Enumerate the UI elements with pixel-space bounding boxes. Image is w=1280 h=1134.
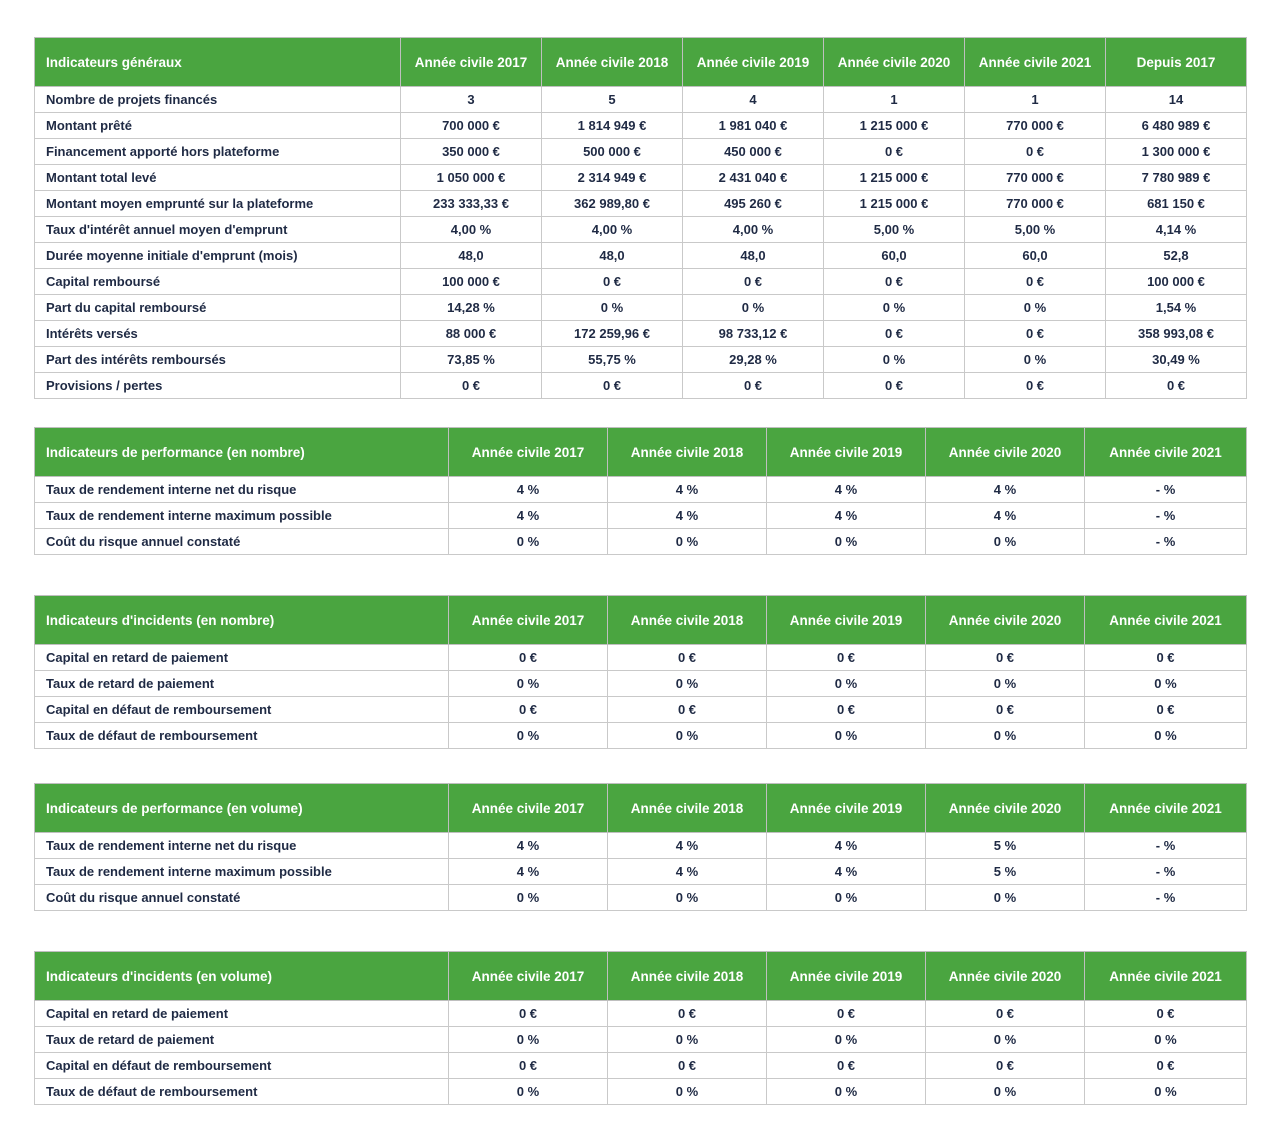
table-cell: 0 % bbox=[824, 295, 965, 321]
table-cell: 770 000 € bbox=[965, 113, 1106, 139]
table-cell: 0 € bbox=[926, 1001, 1085, 1027]
table-cell: 0 € bbox=[965, 373, 1106, 399]
table-cell: 0 € bbox=[1085, 645, 1247, 671]
table-cell: 0 € bbox=[965, 321, 1106, 347]
table-cell: 0 € bbox=[767, 697, 926, 723]
table-cell: 0 % bbox=[767, 1027, 926, 1053]
table-cell: 0 € bbox=[824, 373, 965, 399]
table-cell: 0 € bbox=[449, 1053, 608, 1079]
performance-count-table bbox=[34, 427, 1247, 555]
table-cell: 0 % bbox=[542, 295, 683, 321]
table-cell: 0 € bbox=[767, 1001, 926, 1027]
table-cell: 0 € bbox=[542, 373, 683, 399]
table-row bbox=[35, 503, 1247, 529]
header-cell: Année civile 2021 bbox=[965, 38, 1106, 87]
table-cell: 0 € bbox=[824, 321, 965, 347]
table-cell: 5 % bbox=[926, 833, 1085, 859]
table-cell: 0 % bbox=[449, 671, 608, 697]
table-cell: 1 814 949 € bbox=[542, 113, 683, 139]
table-cell: 0 % bbox=[926, 1079, 1085, 1105]
table-cell: 0 % bbox=[449, 723, 608, 749]
table-header-row bbox=[35, 952, 1247, 1001]
table-cell: 681 150 € bbox=[1106, 191, 1247, 217]
table-cell: 4 % bbox=[608, 477, 767, 503]
table-header-row bbox=[35, 38, 1247, 87]
table-row bbox=[35, 859, 1247, 885]
table-row bbox=[35, 295, 1247, 321]
table-row bbox=[35, 1001, 1247, 1027]
table-cell: 0 € bbox=[683, 373, 824, 399]
table-cell: 0 % bbox=[449, 885, 608, 911]
table-cell: 0 € bbox=[449, 697, 608, 723]
table-cell: 0 € bbox=[683, 269, 824, 295]
table-row bbox=[35, 165, 1247, 191]
table-cell: 2 431 040 € bbox=[683, 165, 824, 191]
table-cell: 100 000 € bbox=[401, 269, 542, 295]
table-row bbox=[35, 269, 1247, 295]
table-cell: 1 300 000 € bbox=[1106, 139, 1247, 165]
general-indicators-table bbox=[34, 37, 1247, 399]
table-cell: 0 € bbox=[608, 1001, 767, 1027]
table-header-row bbox=[35, 596, 1247, 645]
row-label: Capital en retard de paiement bbox=[35, 645, 449, 671]
table-cell: 5,00 % bbox=[965, 217, 1106, 243]
table-cell: 1,54 % bbox=[1106, 295, 1247, 321]
table-cell: 29,28 % bbox=[683, 347, 824, 373]
table-cell: 0 % bbox=[926, 723, 1085, 749]
header-cell: Depuis 2017 bbox=[1106, 38, 1247, 87]
table-cell: 770 000 € bbox=[965, 165, 1106, 191]
table-cell: 1 215 000 € bbox=[824, 165, 965, 191]
table-cell: 0 % bbox=[449, 529, 608, 555]
row-label: Capital en défaut de remboursement bbox=[35, 1053, 449, 1079]
table-cell: 4 % bbox=[767, 859, 926, 885]
row-label: Capital en retard de paiement bbox=[35, 1001, 449, 1027]
header-cell: Année civile 2021 bbox=[1085, 596, 1247, 645]
table-cell: 0 % bbox=[767, 885, 926, 911]
header-cell: Année civile 2021 bbox=[1085, 952, 1247, 1001]
table-cell: 495 260 € bbox=[683, 191, 824, 217]
table-row bbox=[35, 477, 1247, 503]
table-cell: 0 % bbox=[608, 671, 767, 697]
row-label: Capital en défaut de remboursement bbox=[35, 697, 449, 723]
header-cell: Année civile 2018 bbox=[542, 38, 683, 87]
header-cell: Année civile 2020 bbox=[824, 38, 965, 87]
table-cell: 362 989,80 € bbox=[542, 191, 683, 217]
table-row bbox=[35, 529, 1247, 555]
table-cell: 0 € bbox=[926, 1053, 1085, 1079]
header-cell: Année civile 2019 bbox=[767, 952, 926, 1001]
row-label: Financement apporté hors plateforme bbox=[35, 139, 401, 165]
table-cell: 52,8 bbox=[1106, 243, 1247, 269]
table-cell: 1 215 000 € bbox=[824, 113, 965, 139]
table-cell: 0 € bbox=[824, 139, 965, 165]
table-cell: 0 % bbox=[608, 723, 767, 749]
table-cell: 0 € bbox=[608, 645, 767, 671]
row-label: Taux de rendement interne maximum possible bbox=[35, 503, 449, 529]
table-cell: 358 993,08 € bbox=[1106, 321, 1247, 347]
header-cell: Année civile 2020 bbox=[926, 596, 1085, 645]
table-row bbox=[35, 347, 1247, 373]
table-row bbox=[35, 139, 1247, 165]
table-cell: 48,0 bbox=[542, 243, 683, 269]
table-cell: 4 % bbox=[449, 477, 608, 503]
table-cell: - % bbox=[1085, 833, 1247, 859]
table-cell: 4 % bbox=[608, 833, 767, 859]
table-cell: 4 % bbox=[608, 859, 767, 885]
table-cell: 0 % bbox=[608, 529, 767, 555]
table-cell: 5 % bbox=[926, 859, 1085, 885]
table-cell: 0 € bbox=[767, 1053, 926, 1079]
table-cell: 0 € bbox=[965, 269, 1106, 295]
table-cell: 1 215 000 € bbox=[824, 191, 965, 217]
table-row bbox=[35, 1079, 1247, 1105]
table-cell: 0 % bbox=[926, 1027, 1085, 1053]
header-cell: Année civile 2020 bbox=[926, 952, 1085, 1001]
table-row bbox=[35, 833, 1247, 859]
table-row bbox=[35, 113, 1247, 139]
table-row bbox=[35, 1027, 1247, 1053]
table-cell: 0 € bbox=[608, 697, 767, 723]
table-cell: 0 € bbox=[542, 269, 683, 295]
table-cell: 4,14 % bbox=[1106, 217, 1247, 243]
incidents-count-table bbox=[34, 595, 1247, 749]
incidents-volume-table bbox=[34, 951, 1247, 1105]
table-cell: 48,0 bbox=[401, 243, 542, 269]
table-cell: - % bbox=[1085, 529, 1247, 555]
table-cell: 0 % bbox=[1085, 1027, 1247, 1053]
header-cell: Année civile 2020 bbox=[926, 784, 1085, 833]
row-label: Taux de retard de paiement bbox=[35, 1027, 449, 1053]
table-cell: 0 € bbox=[449, 1001, 608, 1027]
table-cell: 770 000 € bbox=[965, 191, 1106, 217]
table-row bbox=[35, 885, 1247, 911]
table-cell: 4 bbox=[683, 87, 824, 113]
table-row bbox=[35, 217, 1247, 243]
header-cell: Année civile 2017 bbox=[449, 952, 608, 1001]
table-cell: 4 % bbox=[767, 833, 926, 859]
table-cell: 350 000 € bbox=[401, 139, 542, 165]
table-cell: 55,75 % bbox=[542, 347, 683, 373]
table-cell: 4 % bbox=[449, 833, 608, 859]
table-cell: 73,85 % bbox=[401, 347, 542, 373]
row-label: Taux de rendement interne net du risque bbox=[35, 833, 449, 859]
table-row bbox=[35, 645, 1247, 671]
table-cell: 0 % bbox=[767, 1079, 926, 1105]
table-cell: 172 259,96 € bbox=[542, 321, 683, 347]
table-cell: 450 000 € bbox=[683, 139, 824, 165]
table-cell: 48,0 bbox=[683, 243, 824, 269]
table-cell: 14,28 % bbox=[401, 295, 542, 321]
table-cell: 60,0 bbox=[824, 243, 965, 269]
header-cell: Année civile 2019 bbox=[767, 428, 926, 477]
table-cell: 0 % bbox=[683, 295, 824, 321]
table-cell: - % bbox=[1085, 503, 1247, 529]
table-cell: 30,49 % bbox=[1106, 347, 1247, 373]
table-cell: 0 € bbox=[767, 645, 926, 671]
table-cell: 0 € bbox=[449, 645, 608, 671]
table-row bbox=[35, 321, 1247, 347]
table-cell: 4,00 % bbox=[542, 217, 683, 243]
table-cell: 1 bbox=[824, 87, 965, 113]
table-cell: 0 % bbox=[449, 1027, 608, 1053]
table-cell: 4 % bbox=[449, 859, 608, 885]
table-cell: 500 000 € bbox=[542, 139, 683, 165]
row-label: Taux de retard de paiement bbox=[35, 671, 449, 697]
row-label: Taux de rendement interne maximum possible bbox=[35, 859, 449, 885]
table-cell: 0 % bbox=[608, 885, 767, 911]
table-cell: 0 € bbox=[608, 1053, 767, 1079]
table-row bbox=[35, 1053, 1247, 1079]
table-cell: 4 % bbox=[926, 503, 1085, 529]
header-cell: Année civile 2021 bbox=[1085, 428, 1247, 477]
table-cell: 0 € bbox=[1085, 1001, 1247, 1027]
performance-volume-table bbox=[34, 783, 1247, 911]
table-cell: 2 314 949 € bbox=[542, 165, 683, 191]
header-cell: Année civile 2019 bbox=[683, 38, 824, 87]
header-cell: Année civile 2018 bbox=[608, 596, 767, 645]
table-cell: 88 000 € bbox=[401, 321, 542, 347]
header-cell: Année civile 2017 bbox=[449, 596, 608, 645]
row-label: Montant total levé bbox=[35, 165, 401, 191]
table-cell: 0 % bbox=[926, 671, 1085, 697]
table-cell: 3 bbox=[401, 87, 542, 113]
table-cell: 1 981 040 € bbox=[683, 113, 824, 139]
header-cell: Indicateurs généraux bbox=[35, 38, 401, 87]
row-label: Part du capital remboursé bbox=[35, 295, 401, 321]
header-cell: Année civile 2019 bbox=[767, 596, 926, 645]
table-cell: 0 % bbox=[608, 1027, 767, 1053]
header-cell: Année civile 2017 bbox=[449, 784, 608, 833]
table-cell: 0 % bbox=[1085, 671, 1247, 697]
table-row bbox=[35, 191, 1247, 217]
table-cell: 0 % bbox=[824, 347, 965, 373]
header-cell: Année civile 2018 bbox=[608, 784, 767, 833]
table-cell: 0 % bbox=[926, 529, 1085, 555]
header-cell: Indicateurs d'incidents (en volume) bbox=[35, 952, 449, 1001]
header-cell: Année civile 2017 bbox=[449, 428, 608, 477]
table-row bbox=[35, 697, 1247, 723]
table-cell: 0 € bbox=[965, 139, 1106, 165]
row-label: Taux de rendement interne net du risque bbox=[35, 477, 449, 503]
table-cell: 4,00 % bbox=[683, 217, 824, 243]
table-cell: - % bbox=[1085, 885, 1247, 911]
table-cell: 0 % bbox=[1085, 723, 1247, 749]
row-label: Part des intérêts remboursés bbox=[35, 347, 401, 373]
table-cell: 0 % bbox=[965, 295, 1106, 321]
table-cell: 700 000 € bbox=[401, 113, 542, 139]
row-label: Durée moyenne initiale d'emprunt (mois) bbox=[35, 243, 401, 269]
row-label: Intérêts versés bbox=[35, 321, 401, 347]
table-cell: 60,0 bbox=[965, 243, 1106, 269]
row-label: Coût du risque annuel constaté bbox=[35, 885, 449, 911]
table-cell: 0 € bbox=[926, 697, 1085, 723]
table-cell: 1 bbox=[965, 87, 1106, 113]
table-cell: 6 480 989 € bbox=[1106, 113, 1247, 139]
header-cell: Année civile 2021 bbox=[1085, 784, 1247, 833]
table-row bbox=[35, 373, 1247, 399]
table-cell: 100 000 € bbox=[1106, 269, 1247, 295]
table-cell: 4 % bbox=[449, 503, 608, 529]
table-cell: 0 % bbox=[767, 723, 926, 749]
table-header-row bbox=[35, 428, 1247, 477]
header-cell: Année civile 2020 bbox=[926, 428, 1085, 477]
table-cell: 1 050 000 € bbox=[401, 165, 542, 191]
header-cell: Indicateurs de performance (en nombre) bbox=[35, 428, 449, 477]
row-label: Nombre de projets financés bbox=[35, 87, 401, 113]
table-cell: 98 733,12 € bbox=[683, 321, 824, 347]
table-cell: 0 € bbox=[926, 645, 1085, 671]
table-cell: 4,00 % bbox=[401, 217, 542, 243]
table-cell: 0 % bbox=[608, 1079, 767, 1105]
table-cell: 7 780 989 € bbox=[1106, 165, 1247, 191]
table-row bbox=[35, 243, 1247, 269]
table-header-row bbox=[35, 784, 1247, 833]
row-label: Taux d'intérêt annuel moyen d'emprunt bbox=[35, 217, 401, 243]
table-cell: 4 % bbox=[608, 503, 767, 529]
row-label: Capital remboursé bbox=[35, 269, 401, 295]
table-cell: 0 € bbox=[401, 373, 542, 399]
row-label: Coût du risque annuel constaté bbox=[35, 529, 449, 555]
header-cell: Année civile 2018 bbox=[608, 952, 767, 1001]
table-cell: 0 % bbox=[1085, 1079, 1247, 1105]
table-row bbox=[35, 87, 1247, 113]
table-cell: 0 % bbox=[965, 347, 1106, 373]
table-cell: - % bbox=[1085, 477, 1247, 503]
header-cell: Indicateurs d'incidents (en nombre) bbox=[35, 596, 449, 645]
table-cell: 0 € bbox=[1106, 373, 1247, 399]
table-cell: 5 bbox=[542, 87, 683, 113]
header-cell: Année civile 2017 bbox=[401, 38, 542, 87]
table-cell: 5,00 % bbox=[824, 217, 965, 243]
table-cell: 0 € bbox=[1085, 1053, 1247, 1079]
table-row bbox=[35, 723, 1247, 749]
header-cell: Année civile 2019 bbox=[767, 784, 926, 833]
table-cell: 0 % bbox=[767, 529, 926, 555]
row-label: Provisions / pertes bbox=[35, 373, 401, 399]
row-label: Taux de défaut de remboursement bbox=[35, 723, 449, 749]
header-cell: Année civile 2018 bbox=[608, 428, 767, 477]
header-cell: Indicateurs de performance (en volume) bbox=[35, 784, 449, 833]
table-cell: 0 % bbox=[767, 671, 926, 697]
table-cell: 0 % bbox=[926, 885, 1085, 911]
table-cell: 0 % bbox=[449, 1079, 608, 1105]
row-label: Montant prêté bbox=[35, 113, 401, 139]
table-cell: 4 % bbox=[767, 503, 926, 529]
row-label: Taux de défaut de remboursement bbox=[35, 1079, 449, 1105]
table-cell: 0 € bbox=[1085, 697, 1247, 723]
table-cell: 14 bbox=[1106, 87, 1247, 113]
table-cell: 4 % bbox=[926, 477, 1085, 503]
table-cell: 0 € bbox=[824, 269, 965, 295]
table-cell: - % bbox=[1085, 859, 1247, 885]
table-row bbox=[35, 671, 1247, 697]
table-cell: 233 333,33 € bbox=[401, 191, 542, 217]
table-cell: 4 % bbox=[767, 477, 926, 503]
row-label: Montant moyen emprunté sur la plateforme bbox=[35, 191, 401, 217]
